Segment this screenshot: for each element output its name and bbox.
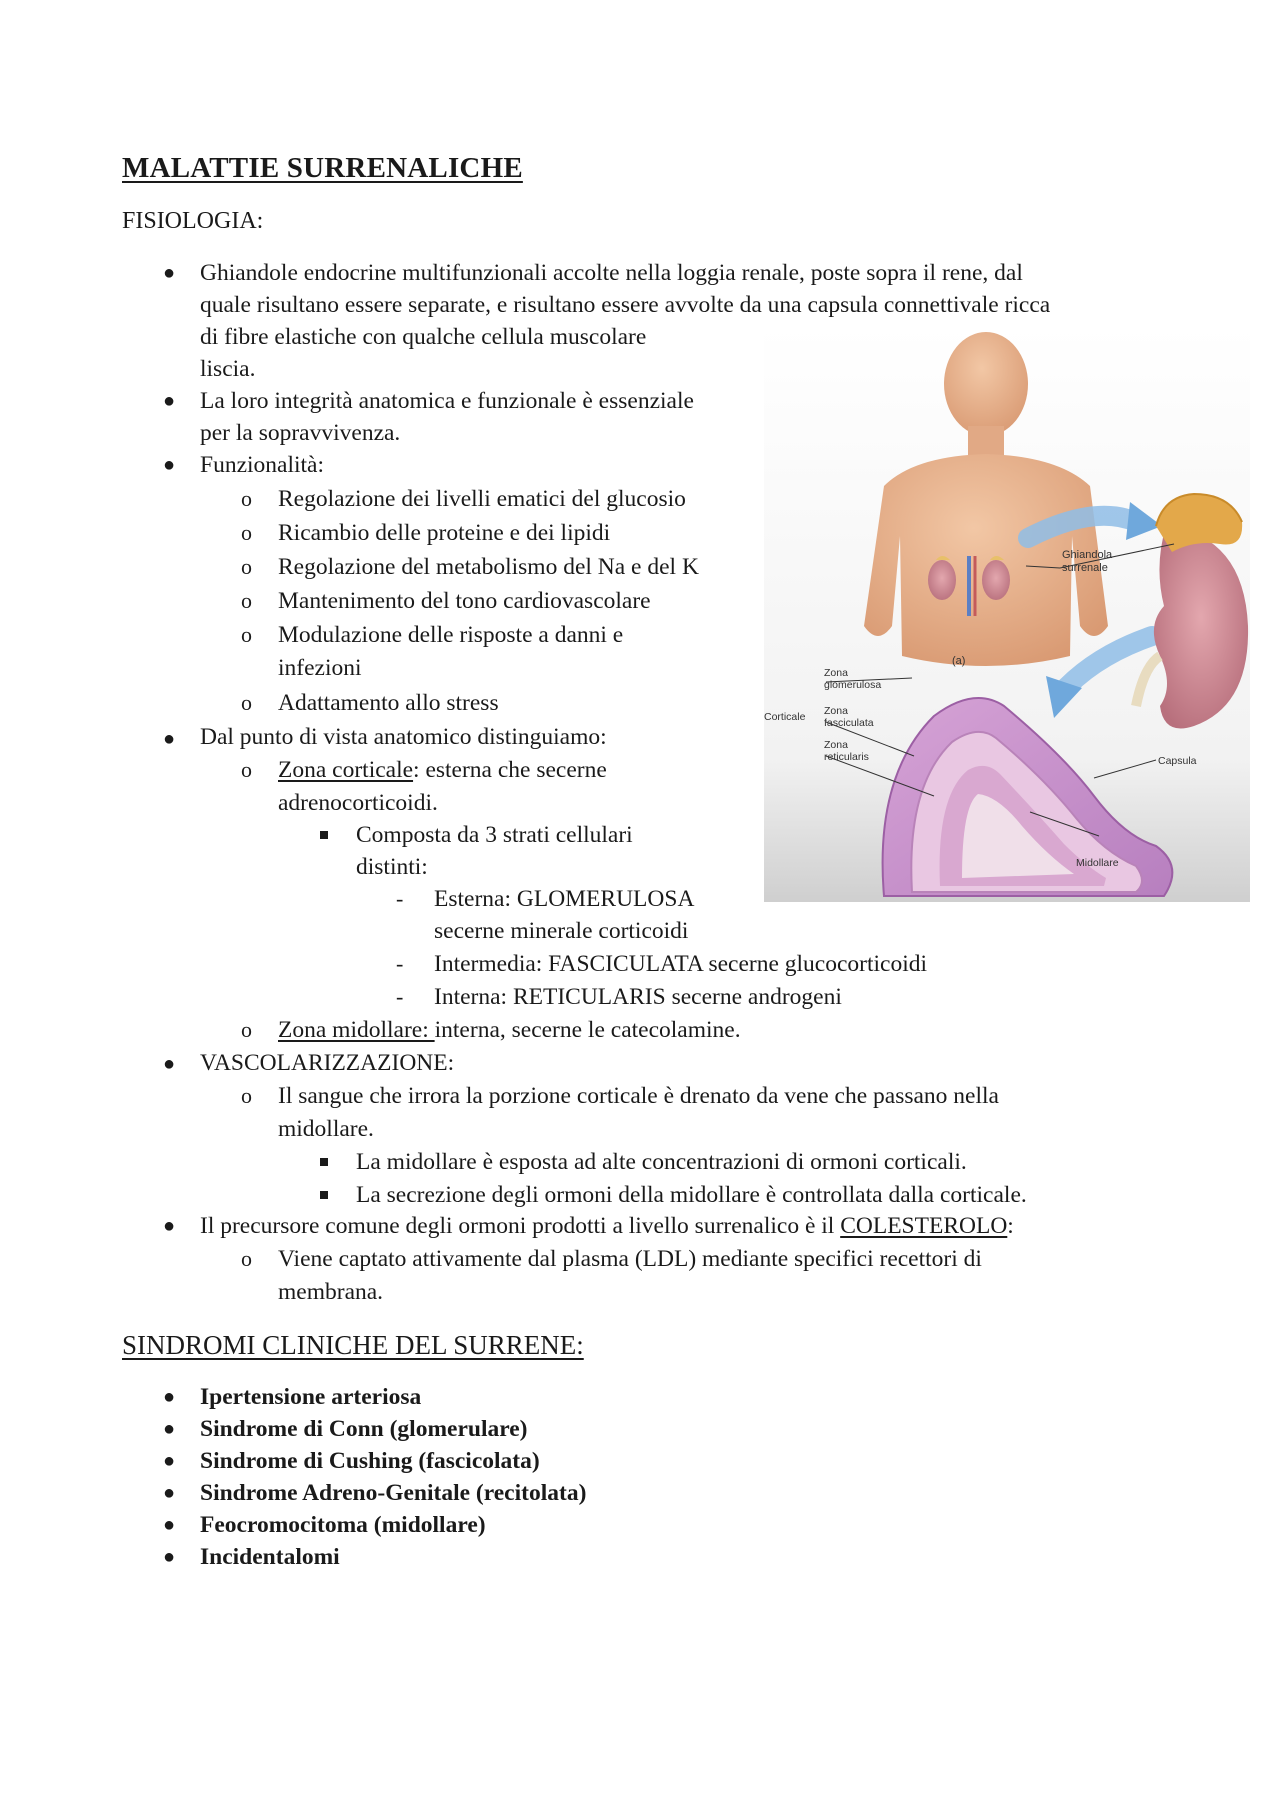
text-line: Viene captato attivamente dal plasma (LDL) mediante specifici recettori di [278,1246,982,1272]
figure-label: Capsula [1158,755,1197,767]
figure-label: surrenale [1062,562,1108,574]
bullet-dot: ● [163,1053,176,1075]
figure-label: reticularis [824,751,869,763]
bullet-dot: ● [163,1215,176,1237]
bullet-circle: o [241,1246,252,1271]
bullet-dot: ● [163,1418,176,1440]
bullet-circle: o [241,486,252,511]
text-line: Composta da 3 strati cellulari [356,822,633,848]
bullet-circle: o [241,520,252,545]
bullet-circle: o [241,1083,252,1108]
text-line: La loro integrità anatomica e funzionale è essenziale [200,388,694,414]
bullet-dot: ● [163,262,176,284]
bullet-circle: o [241,622,252,647]
bullet-dash: - [396,886,404,911]
bullet-dot: ● [163,1546,176,1568]
bullet-dash: - [396,984,404,1009]
text-line: adrenocorticoidi. [278,790,438,816]
text-line: Zona midollare: interna, secerne le catecolamine. [278,1017,741,1043]
bullet-square [320,831,328,839]
syndrome-item: Sindrome di Conn (glomerulare) [200,1416,528,1442]
underlined-term: Zona midollare: [278,1017,435,1043]
adrenal-gland-illustration [764,326,1250,902]
text-line: midollare. [278,1116,374,1142]
bullet-dot: ● [163,1450,176,1472]
bullet-circle: o [241,690,252,715]
text-line: di fibre elastiche con qualche cellula muscolare [200,324,647,350]
text-line: Interna: RETICULARIS secerne androgeni [434,984,842,1010]
bullet-dot: ● [163,1482,176,1504]
syndrome-item: Feocromocitoma (midollare) [200,1512,486,1538]
text-line: quale risultano essere separate, e risultano essere avvolte da una capsula connettivale ricca [200,292,1051,318]
figure-label: glomerulosa [824,679,882,691]
underlined-term: Zona corticale [278,757,414,783]
text-line: per la sopravvivenza. [200,420,401,446]
text-line: Il sangue che irrora la porzione corticale è drenato da vene che passano nella [278,1083,999,1109]
section-heading-fisiologia: FISIOLOGIA: [122,208,264,234]
text-line: secerne minerale corticoidi [434,918,689,944]
text-line: distinti: [356,854,428,880]
figure-label: Ghiandola [1062,549,1113,561]
text-line: VASCOLARIZZAZIONE: [200,1050,455,1076]
bullet-dot: ● [163,728,176,750]
syndrome-item: Incidentalomi [200,1544,340,1570]
syndrome-item: Sindrome di Cushing (fascicolata) [200,1448,540,1474]
text-line: Mantenimento del tono cardiovascolare [278,588,651,614]
figure-label: Zona [824,705,848,717]
syndrome-item: Ipertensione arteriosa [200,1384,422,1410]
bullet-circle: o [241,757,252,782]
figure-label: Corticale [764,711,806,723]
text-line: Modulazione delle risposte a danni e [278,622,624,648]
bullet-dot: ● [163,1386,176,1408]
bullet-circle: o [241,588,252,613]
bullet-dot: ● [163,1514,176,1536]
bullet-dash: - [396,951,404,976]
text-line: Esterna: GLOMERULOSA [434,886,695,912]
figure-label: fasciculata [824,717,874,729]
syndrome-item: Sindrome Adreno-Genitale (recitolata) [200,1480,587,1506]
text-line: La secrezione degli ormoni della midollare è controllata dalla corticale. [356,1182,1027,1208]
text-line: Adattamento allo stress [278,690,499,716]
figure-label: Midollare [1076,857,1119,869]
figure-label: Zona [824,667,848,679]
text-line: Dal punto di vista anatomico distinguiamo: [200,724,607,750]
bullet-circle: o [241,554,252,579]
text-line: Ghiandole endocrine multifunzionali accolte nella loggia renale, poste sopra il rene, dal [200,260,1023,286]
text-line: Regolazione del metabolismo del Na e del K [278,554,699,580]
text-line: infezioni [278,655,362,681]
bullet-square [320,1191,328,1199]
underlined-term: COLESTEROLO [840,1213,1008,1239]
text-line: Ricambio delle proteine e dei lipidi [278,520,611,546]
text-line: membrana. [278,1279,384,1305]
bullet-dot: ● [163,390,176,412]
text-line: Zona corticale: esterna che secerne [278,757,607,783]
bullet-dot: ● [163,454,176,476]
section-heading-sindromi: SINDROMI CLINICHE DEL SURRENE: [122,1330,584,1360]
text-line: Intermedia: FASCICULATA secerne glucocorticoidi [434,951,928,977]
text-line: liscia. [200,356,256,382]
text-line: Il precursore comune degli ormoni prodotti a livello surrenalico è il COLESTEROLO: [200,1213,1014,1239]
text-line: La midollare è esposta ad alte concentrazioni di ormoni corticali. [356,1149,967,1175]
bullet-square [320,1158,328,1166]
bullet-circle: o [241,1017,252,1042]
figure-label: (a) [952,655,966,667]
page-title: MALATTIE SURRENALICHE [122,152,523,184]
text-line: Funzionalità: [200,452,325,478]
text-line: Regolazione dei livelli ematici del glucosio [278,486,686,512]
figure-label: Zona [824,739,848,751]
